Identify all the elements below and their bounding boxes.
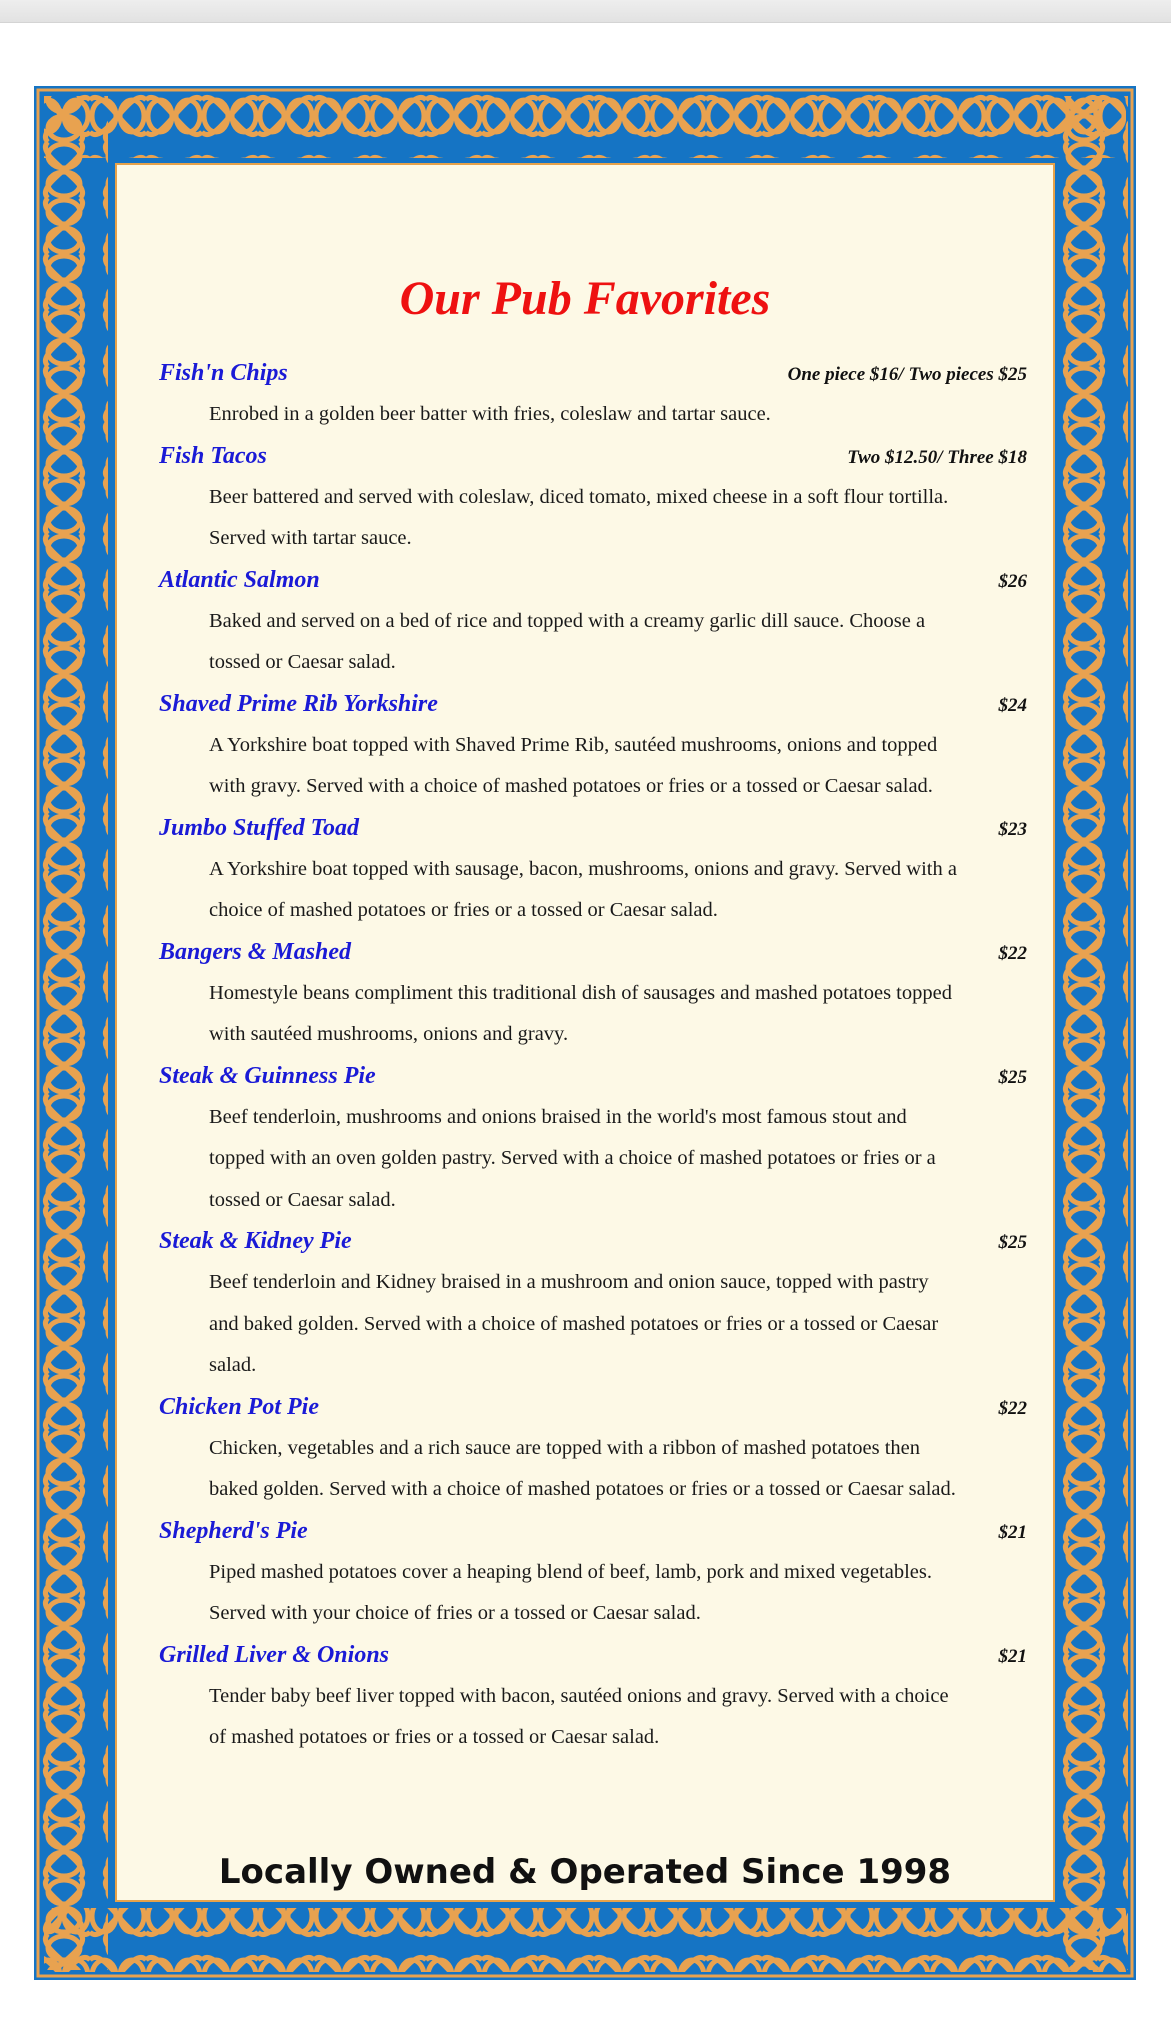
menu-item-description: Tender baby beef liver topped with bacon, sautéed onions and gravy. Served with a choice of mashed potatoes or fries or a tossed or Caesar salad. (209, 1684, 949, 1748)
menu-item-description: Beef tenderloin and Kidney braised in a mushroom and onion sauce, topped with pastry and baked golden. Served with a choice of mashed potatoes or fries or a tossed or Caesar salad. (209, 1271, 939, 1376)
menu-item-atlantic-salmon (159, 560, 1027, 684)
menu-item-name: Chicken Pot Pie (159, 1393, 319, 1420)
menu-item-price: One piece $16/ Two pieces $25 (787, 364, 1027, 385)
menu-item-description: Piped mashed potatoes cover a heaping blend of beef, lamb, pork and mixed vegetables. Served with your choice of fries or a tossed or Caesar salad. (209, 1560, 932, 1624)
menu-item-chicken-pot-pie (159, 1387, 1027, 1511)
menu-item-steak-and-guinness-pie (159, 1056, 1027, 1222)
menu-item-price: $24 (998, 694, 1027, 716)
menu-item-price: $22 (998, 1397, 1027, 1419)
viewer-top-bar (0, 0, 1171, 23)
menu-item-name: Jumbo Stuffed Toad (159, 814, 360, 841)
menu-items-list (159, 353, 1027, 1759)
menu-paper (115, 163, 1055, 1902)
menu-item-name: Steak & Guinness Pie (159, 1062, 376, 1089)
menu-item-fish-tacos (159, 436, 1027, 560)
menu-item-price: $22 (998, 942, 1027, 964)
menu-item-name: Fish'n Chips (159, 360, 288, 386)
menu-item-price: $21 (998, 1521, 1027, 1543)
menu-item-description: Enrobed in a golden beer batter with fries, coleslaw and tartar sauce. (209, 403, 771, 425)
menu-item-price: $25 (998, 1232, 1027, 1253)
menu-footer-tagline: Locally Owned & Operated Since 1998 (218, 1852, 952, 1892)
menu-item-description: Chicken, vegetables and a rich sauce are topped with a ribbon of mashed potatoes then baked golden. Served with a choice of mashed potatoes or fries or a tossed or Caesar salad. (209, 1436, 956, 1500)
menu-item-description: Homestyle beans compliment this traditional dish of sausages and mashed potatoes topped with sautéed mushrooms, onions and gravy. (209, 981, 952, 1045)
menu-item-name: Shepherd's Pie (159, 1517, 308, 1544)
menu-item-name: Shaved Prime Rib Yorkshire (159, 690, 438, 717)
menu-item-price: $21 (998, 1645, 1027, 1667)
menu-item-price: Two $12.50/ Three $18 (847, 446, 1027, 468)
menu-item-price: $25 (998, 1066, 1027, 1088)
menu-item-description: A Yorkshire boat topped with Shaved Prime Rib, sautéed mushrooms, onions and topped with gravy. Served with a choice of mashed potatoes or fries or a tossed or Caesar salad. (209, 733, 938, 797)
menu-item-name: Steak & Kidney Pie (159, 1228, 352, 1254)
menu-item-price: $26 (998, 570, 1027, 592)
menu-item-name: Bangers & Mashed (159, 938, 352, 965)
menu-item-description: A Yorkshire boat topped with sausage, bacon, mushrooms, onions and gravy. Served with a choice of mashed potatoes or fries or a tossed or Caesar salad. (209, 857, 957, 921)
menu-item-fish-n-chips (159, 353, 1027, 436)
menu-item-shaved-prime-rib-yorkshire (159, 684, 1027, 808)
menu-item-jumbo-stuffed-toad (159, 808, 1027, 932)
menu-item-grilled-liver-and-onions (159, 1635, 1027, 1759)
menu-item-price: $23 (998, 818, 1027, 840)
menu-item-shepherds-pie (159, 1511, 1027, 1635)
menu-item-name: Grilled Liver & Onions (159, 1641, 390, 1668)
menu-item-bangers-and-mashed (159, 932, 1027, 1056)
menu-item-description: Beef tenderloin, mushrooms and onions braised in the world's most famous stout and topped with an oven golden pastry. Served with a choice of mashed potatoes or fries or a tossed or Caesar salad. (209, 1105, 936, 1211)
menu-item-name: Fish Tacos (159, 442, 267, 469)
menu-title: Our Pub Favorites (399, 272, 771, 325)
menu-celtic-border-frame (34, 86, 1136, 1980)
menu-item-description: Baked and served on a bed of rice and topped with a creamy garlic dill sauce. Choose a tossed or Caesar salad. (209, 609, 926, 673)
menu-item-steak-and-kidney-pie (159, 1221, 1027, 1387)
menu-item-name: Atlantic Salmon (159, 566, 320, 593)
menu-item-description: Beer battered and served with coleslaw, diced tomato, mixed cheese in a soft flour tortilla. Served with tartar sauce. (209, 485, 949, 549)
